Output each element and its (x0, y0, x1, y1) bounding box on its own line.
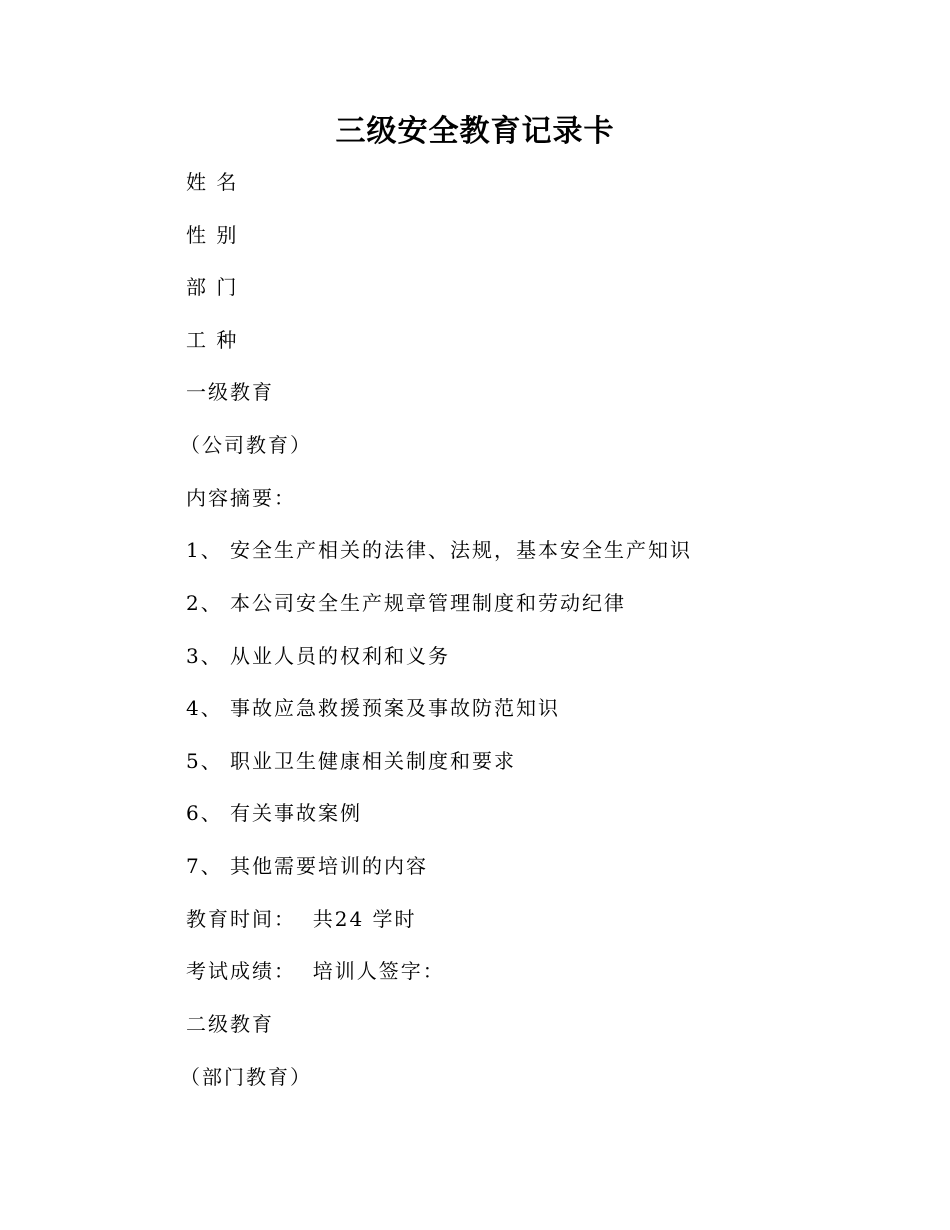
list-item-text: 其他需要培训的内容 (230, 854, 428, 878)
list-item-text: 从业人员的权利和义务 (230, 644, 450, 668)
list-item-text: 有关事故案例 (230, 801, 362, 825)
list-item (186, 589, 626, 617)
level2-subheading: （部门教育） (180, 1065, 312, 1089)
list-item-text: 事故应急救援预案及事故防范知识 (230, 696, 560, 720)
level1-heading: 一级教育 (186, 380, 274, 404)
list-item-number: 5、 (186, 749, 223, 773)
summary-label: 内容摘要： (186, 486, 296, 510)
name-field-label: 姓 名 (186, 170, 239, 194)
level1-subheading: （公司教育） (180, 433, 312, 457)
list-item-text: 职业卫生健康相关制度和要求 (230, 749, 516, 773)
list-item (186, 852, 428, 880)
document-title: 三级安全教育记录卡 (335, 114, 615, 149)
list-item (186, 799, 362, 827)
list-item (186, 642, 450, 670)
list-item (186, 694, 560, 722)
education-time-line: 教育时间： 共24 学时 (186, 907, 417, 931)
level2-heading: 二级教育 (186, 1012, 274, 1036)
list-item-number: 7、 (186, 854, 223, 878)
list-item (186, 536, 692, 564)
list-item-text: 本公司安全生产规章管理制度和劳动纪律 (230, 591, 626, 615)
list-item-text: 安全生产相关的法律、法规，基本安全生产知识 (230, 538, 692, 562)
list-item-number: 3、 (186, 644, 223, 668)
job-type-field-label: 工 种 (186, 328, 239, 352)
list-item-number: 1、 (186, 538, 223, 562)
exam-score-line: 考试成绩： 培训人签字： (186, 959, 445, 983)
list-item-number: 6、 (186, 801, 223, 825)
list-item (186, 747, 516, 775)
gender-field-label: 性 别 (186, 223, 239, 247)
department-field-label: 部 门 (186, 275, 239, 299)
list-item-number: 4、 (186, 696, 223, 720)
list-item-number: 2、 (186, 591, 223, 615)
